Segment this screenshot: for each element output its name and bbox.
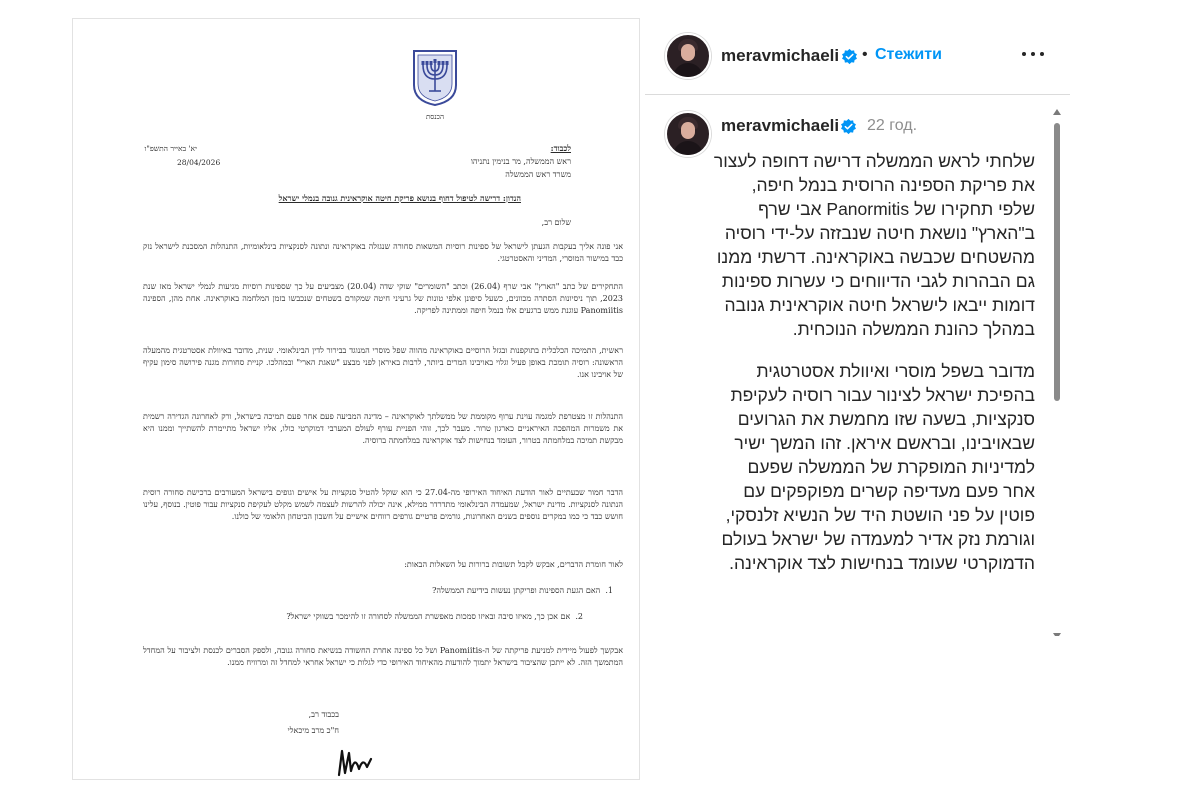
letter-to-label: לכבוד: xyxy=(550,143,571,153)
comment-username[interactable]: meravmichaeli xyxy=(721,116,840,135)
scroll-thumb[interactable] xyxy=(1054,123,1060,401)
comment-timestamp: 22 год. xyxy=(867,117,918,134)
letter-paragraph: הדבר חמור שבעתיים לאור הודעת האיחוד האירופי מה-27.04 כי הוא שוקל להטיל סנקציות על אישים וגופים בישראל המעורבים ברכישת סחורה רוסית הנתונה לסנקציות. מדינת ישראל, שמעמדה הבינלאומי מתדרדר ממילא, אינה יכולה להרשות לעצמה לשמש מקלט לעקיפת סנקציות עבור פוטין. בנוסף, עלינו חושש כבד כי כמו במקרים נוספים בשנים האחרונות, גורמים פרטיים גורפים רווחים אישיים על חשבון הביטחון הלאומי של כולנו. xyxy=(143,488,623,521)
letter-paragraph: התנהלות זו מצטרפת למגמה עוינת ערוף מקוממת של ממשלתך לאוקראינה – מדינה המביעה פעם אחר פעם תמיכה בישראל, ורק לאחרונה הגדירה רשמית את משמרות המהפכה האיראניים כארגון טרור. מעבר לכך, זוהי הפניית עורף לעולם המערבי דמוקרטי כולו, אליו ישראל מתיימרת להשתייך וממנו היא מבקשת תמיכה במלחמתה בטרור, העומד בנחישות לצד אוקראינה במלחמתה ברוסיה. xyxy=(143,412,623,445)
instagram-post-panel xyxy=(645,18,1070,780)
letter-signer: ח"כ מרב מיכאלי xyxy=(287,726,339,735)
more-options-icon[interactable] xyxy=(1021,44,1047,64)
caption-paragraph: שלחתי לראש הממשלה דרישה דחופה לעצור את פריקת הספינה הרוסית בנמל חיפה, שלפי תחקירו של Panormitis אבי שרף ב"הארץ" נושאת חיטה שנבזזה על-ידי רוסיה מהשטחים שכבשה באוקראינה. דרשתי ממנו גם הבהרות לגבי הדיווחים כי עשרות ספינות דומות ייבאו לישראל חיטה אוקראינית גנובה במהלך כהונת הממשלה הנוכחית. xyxy=(713,151,1035,339)
letter-to-line: משרד ראש הממשלה xyxy=(505,170,571,179)
letter-institution: הכנסת xyxy=(426,113,444,121)
header-username[interactable]: meravmichaeli xyxy=(721,46,840,65)
letter-sign-off: בכבוד רב, xyxy=(308,710,339,719)
scroll-up-icon[interactable] xyxy=(1053,109,1061,115)
verified-badge-icon xyxy=(840,118,857,135)
signature-icon xyxy=(337,745,377,779)
letter-question: 2. אם אכן כך, מאיזו סיבה ובאיזו סמכות מאפשרת הממשלה לסחורה זו להימכר בשווקי ישראל? xyxy=(286,612,583,621)
letter-paragraph: ראשית, התמיכה הכלכלית בתוקפנות ובגזל הרוסיים באוקראינה מהווה שפל מוסרי המנוגד בבירור לדין הבינלאומי. שנית, מדובר באיוולת אסטרטגית מהמעלה הראשונה: רוסיה תומכת באופן פעיל וגלוי באויבינו המרים ביותר, לרבות באיראן לפני מבצע "שאגת הארי" ובמהלכו. קניית סחורות מגנה פירושה סימון עקיף של אויבינו אנו. xyxy=(143,346,623,379)
scrollbar[interactable] xyxy=(1049,107,1065,643)
letter-paragraph: התחקירים של כתב "הארץ" אבי שרף (26.04) וכתב "השומרים" שוקי שדה (20.04) מצביעים על כך שספינות רוסיות מגיעות לנמלי ישראל מאז שנת 2023, תוך ניסיונות הסתרה מכוונים, כשעל סיפונן אלפי טונות של גרעיני חיטה שמקורם בשטחים שנכבשו בזמן המלחמה באוקראינה. אחת מהן, הספינה Panomiitis עוגנת ממש ברגעים אלו בנמל חיפה וממתינה לפריקה. xyxy=(143,282,624,315)
caption-paragraph: מדובר בשפל מוסרי ואיוולת אסטרטגית בהפיכת ישראל לצינור עבור רוסיה לעקיפת סנקציות, בשעה שזו מחמשת את הגרועים שבאויבינו, ובראשם איראן. זהו המשך ישיר למדיניות המופקרת של הממשלה שפעם אחר פעם מעדיפה קשרים מפוקפקים עם פוטין על פני הושטת היד של הנשיא זלנסקי, וגורמת נזק אדיר למעמדה של ישראל בעולם הדמוקרטי שעומד בנחישות לצד אוקראינה. xyxy=(721,361,1035,573)
letter-hebrew-date: יא' באייר התשפ"ו xyxy=(144,144,197,153)
header-separator: • xyxy=(862,46,868,63)
letter-paragraph: אבקשך לפעול מיידית למניעת פריקתה של ה-Panomiitis ושל כל ספינה אחרת החשודה בנשיאת סחורה גנובה, ולספק הסברים לכנסת ולציבור על המחדל המתמשך הזה. לא ייתכן שהציבור בישראל יתמוך להודעות מהאיחוד האירופי כדי לגלות כי ישראל אחראי למחדל זה ומרוויח ממנו. xyxy=(143,646,623,667)
comment-area[interactable] xyxy=(645,95,1070,655)
follow-button[interactable]: Стежити xyxy=(875,46,942,63)
avatar[interactable] xyxy=(665,111,711,157)
letter-paragraph: לאור חומרת הדברים, אבקש לקבל תשובות ברורות על השאלות הבאות: xyxy=(404,560,623,569)
letter-greeting: שלום רב, xyxy=(541,218,571,227)
panel-bottom-blank xyxy=(645,636,1070,780)
letter-paragraph: אני פונה אליך בעקבות הגעתן לישראל של ספינות רוסיות המשאות סחורה שנגזלה באוקראינה ונתונה לסנקציות בינלאומיות, התנהלות המסכנת לישראל נזק כבד במישור המוסרי, המדיני והאסטרטגי. xyxy=(143,242,624,263)
letter-document xyxy=(72,18,640,780)
letter-question: 1. האם הגעת הספינות ופריקתן נעשות בידיעת הממשלה? xyxy=(432,586,613,595)
avatar[interactable] xyxy=(665,33,711,79)
knesset-emblem-icon xyxy=(410,49,460,107)
letter-to-line: ראש הממשלה, מר בנימין נתניהו xyxy=(470,157,571,166)
letter-date: 28/04/2026 xyxy=(177,158,221,167)
post-header xyxy=(645,18,1070,95)
verified-badge-icon xyxy=(841,48,858,65)
post-caption xyxy=(713,149,1035,593)
letter-subject: הנדון: דרישה לטיפול דחוף בנושא פריקת חיטה אוקראינית גנובה בנמלי ישראל xyxy=(278,193,521,203)
